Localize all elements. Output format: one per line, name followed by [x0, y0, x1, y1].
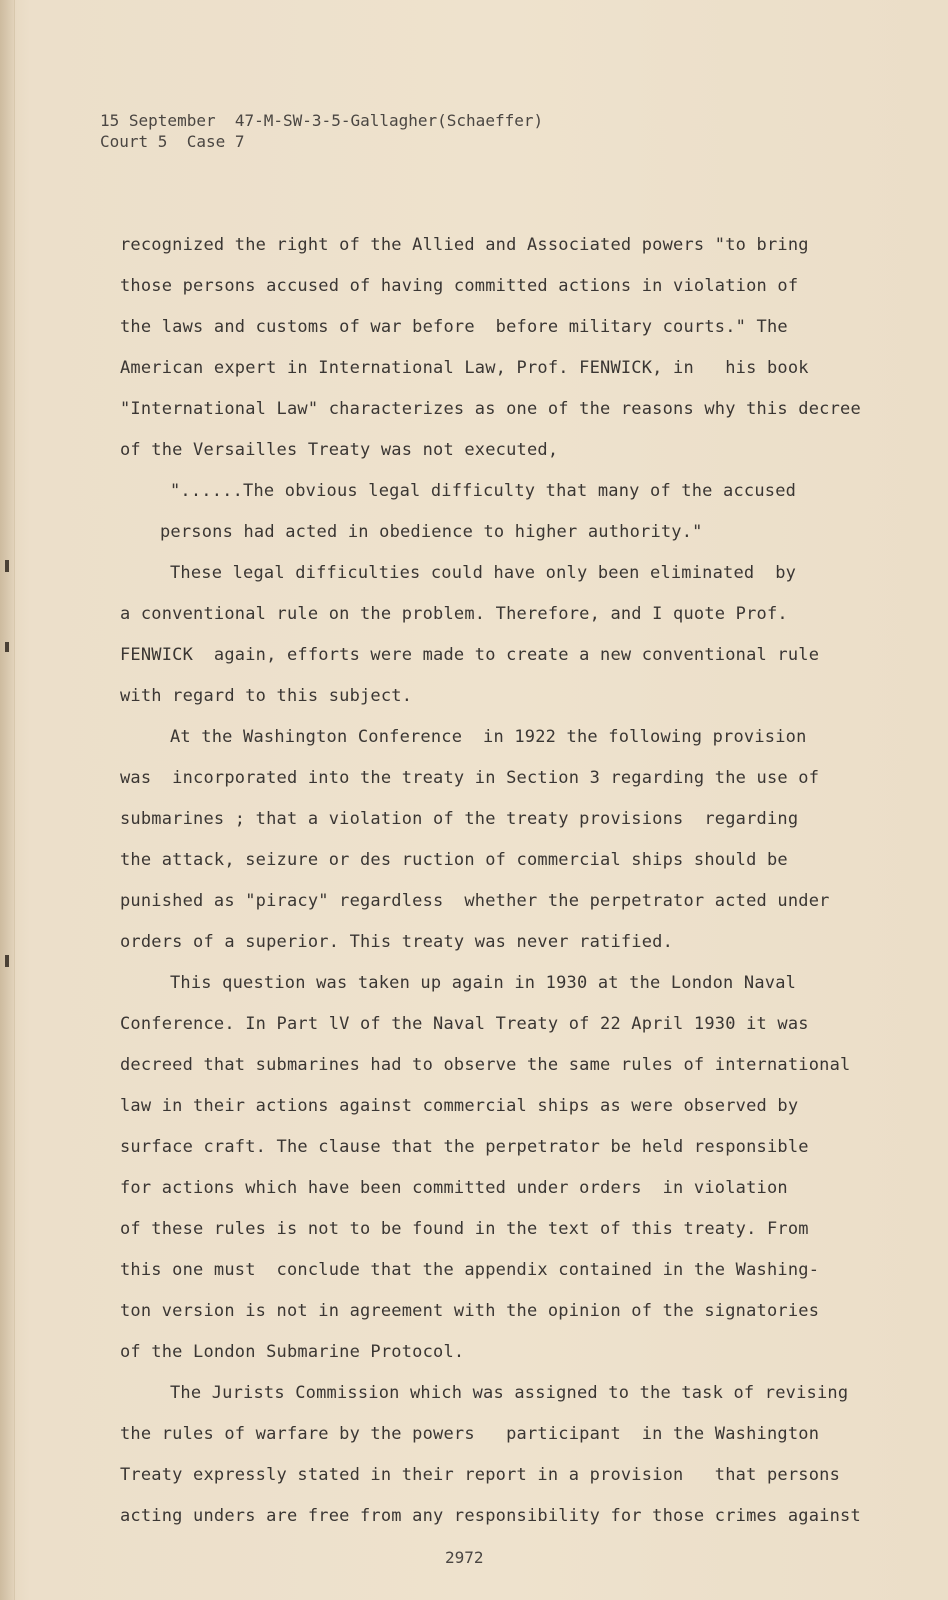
body-line: a conventional rule on the problem. Therefore, and I quote Prof.	[120, 604, 788, 624]
edge-mark	[5, 560, 9, 572]
body-line: of the Versailles Treaty was not executed,	[120, 440, 559, 460]
body-line: the attack, seizure or des ruction of commercial ships should be	[120, 850, 788, 870]
body-line: the rules of warfare by the powers participant in the Washington	[120, 1424, 820, 1444]
body-line: decreed that submarines had to observe the same rules of international	[120, 1055, 851, 1075]
body-line: ton version is not in agreement with the opinion of the signatories	[120, 1301, 820, 1321]
body-line: FENWICK again, efforts were made to create a new conventional rule	[120, 645, 820, 665]
edge-mark	[5, 642, 9, 652]
body-line: "International Law" characterizes as one of the reasons why this decree	[120, 399, 861, 419]
body-line: this one must conclude that the appendix contained in the Washing-	[120, 1260, 820, 1280]
body-line: punished as "piracy" regardless whether the perpetrator acted under	[120, 891, 830, 911]
paragraph-start-line: At the Washington Conference in 1922 the following provision	[170, 727, 807, 747]
body-line: Treaty expressly stated in their report in a provision that persons	[120, 1465, 841, 1485]
body-line: those persons accused of having committed actions in violation of	[120, 276, 799, 296]
paragraph-start-line: These legal difficulties could have only been eliminated by	[170, 563, 797, 583]
body-line: acting unders are free from any responsibility for those crimes against	[120, 1506, 861, 1526]
body-line: American expert in International Law, Prof. FENWICK, in his book	[120, 358, 809, 378]
body-line: Conference. In Part lV of the Naval Treaty of 22 April 1930 it was	[120, 1014, 809, 1034]
edge-mark	[5, 955, 9, 967]
header-court-line: Court 5 Case 7	[100, 132, 245, 151]
quote-line: "......The obvious legal difficulty that many of the accused	[170, 481, 797, 501]
quote-line: persons had acted in obedience to higher authority."	[160, 522, 703, 542]
body-line: law in their actions against commercial ships as were observed by	[120, 1096, 799, 1116]
paragraph-start-line: This question was taken up again in 1930 at the London Naval	[170, 973, 797, 993]
paragraph-start-line: The Jurists Commission which was assigned to the task of revising	[170, 1383, 849, 1403]
body-line: orders of a superior. This treaty was never ratified.	[120, 932, 674, 952]
body-line: of these rules is not to be found in the text of this treaty. From	[120, 1219, 809, 1239]
document-header	[100, 110, 543, 152]
body-line: with regard to this subject.	[120, 686, 413, 706]
body-line: was incorporated into the treaty in Section 3 regarding the use of	[120, 768, 820, 788]
body-line: recognized the right of the Allied and Associated powers "to bring	[120, 235, 809, 255]
header-reference-line: 15 September 47-M-SW-3-5-Gallagher(Schaeffer)	[100, 111, 544, 130]
body-line: surface craft. The clause that the perpetrator be held responsible	[120, 1137, 809, 1157]
body-line: of the London Submarine Protocol.	[120, 1342, 465, 1362]
body-line: submarines ; that a violation of the treaty provisions regarding	[120, 809, 799, 829]
body-line: the laws and customs of war before before military courts." The	[120, 317, 788, 337]
body-line: for actions which have been committed under orders in violation	[120, 1178, 788, 1198]
page-number: 2972	[445, 1548, 484, 1567]
page-left-edge	[0, 0, 15, 1600]
